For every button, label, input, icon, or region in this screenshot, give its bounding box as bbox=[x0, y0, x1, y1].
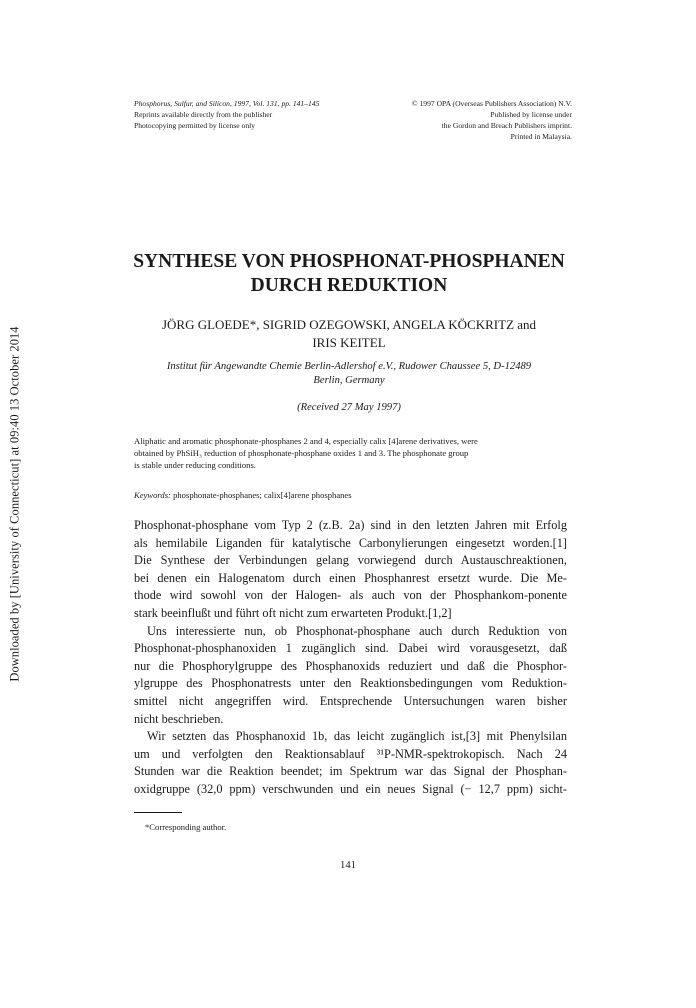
title-line: SYNTHESE VON PHOSPHONAT-PHOSPHANEN bbox=[133, 251, 565, 272]
footnote: *Corresponding author. bbox=[145, 822, 227, 832]
author-line: JÖRG GLOEDE*, SIGRID OZEGOWSKI, ANGELA KÖCKRITZ and bbox=[161, 317, 537, 332]
body-line: Die Synthese der Verbindungen gelang vorwiegend durch Austauschreaktionen, bbox=[134, 553, 567, 568]
keywords-label: Keywords: bbox=[134, 490, 171, 500]
footnote-rule bbox=[134, 812, 182, 813]
citation-line: Phosphorus, Sulfur, and Silicon, 1997, Vol. 131, pp. 141–145 bbox=[134, 99, 320, 108]
body-line: Phosphonat-phosphane vom Typ 2 (z.B. 2a) sind in den letzten Jahren mit Erfolg bbox=[134, 518, 567, 532]
abstract bbox=[134, 435, 566, 472]
body-line: um und verfolgten den Reaktionsablauf ³¹P-NMR-spektrokopisch. Nach 24 bbox=[134, 746, 567, 761]
body-line: oxidgruppe (32,0 ppm) verschwunden und ein neues Signal (− 12,7 ppm) sicht- bbox=[134, 781, 567, 796]
page-number: 141 bbox=[340, 860, 356, 871]
license-line: Published by license under bbox=[490, 110, 572, 119]
affiliation bbox=[100, 360, 598, 388]
body-text bbox=[134, 517, 567, 799]
body-line: nur die Phosphorylgruppe des Phosphanoxids reduziert und daß die Phosphor- bbox=[134, 658, 567, 673]
publisher-notice bbox=[412, 98, 572, 142]
affiliation-line: Berlin, Germany bbox=[313, 375, 385, 386]
copyright-line: © 1997 OPA (Overseas Publishers Association) N.V. bbox=[411, 99, 572, 108]
body-line: Uns interessierte nun, ob Phosphonat-phosphane auch durch Reduktion von bbox=[147, 623, 567, 638]
body-line: Wir setzten das Phosphanoxid 1b, das leicht zugänglich ist,[3] mit Phenylsilan bbox=[147, 729, 567, 744]
body-line: bei denen ein Halogenatom durch einen Phosphanrest ersetzt wurde. Die Me- bbox=[134, 570, 567, 585]
body-line: als hemilabile Liganden für katalytische Carbonylierungen eingesetzt worden.[1] bbox=[134, 535, 567, 550]
reprints-line: Reprints available directly from the publisher bbox=[134, 110, 273, 119]
keywords bbox=[134, 489, 566, 501]
paper-title bbox=[100, 250, 598, 298]
received-date: (Received 27 May 1997) bbox=[297, 402, 401, 413]
photocopy-line: Photocopying permitted by license only bbox=[134, 121, 256, 130]
printed-line: Printed in Malaysia. bbox=[510, 132, 572, 141]
author-line: IRIS KEITEL bbox=[312, 335, 386, 350]
body-line: thode wird sowohl von der Halogen- als auch von der Phosphankom-ponente bbox=[134, 588, 567, 603]
download-watermark bbox=[3, 14, 27, 994]
journal-citation bbox=[134, 98, 319, 131]
body-line: stark beeinflußt und führt oft nicht zum erwarteten Produkt.[1,2] bbox=[134, 605, 452, 620]
abstract-line: is stable under reducing conditions. bbox=[134, 460, 256, 471]
abstract-line: obtained by PhSiH₃ reduction of phosphonate-phosphane oxides 1 and 3. The phosphonate group bbox=[134, 448, 469, 459]
body-line: ylgruppe des Phosphonatrests unter den Reaktionsbedingungen vom Reduktion- bbox=[134, 676, 567, 691]
body-line: nicht beschrieben. bbox=[134, 711, 224, 726]
title-line: DURCH REDUKTION bbox=[250, 275, 448, 296]
download-note: Downloaded by [University of Connecticut] at 09:40 13 October 2014 bbox=[7, 326, 22, 682]
imprint-line: the Gordon and Breach Publishers imprint. bbox=[441, 121, 572, 130]
body-line: Stunden war die Reaktion beendet; im Spektrum war das Signal der Phosphan- bbox=[134, 764, 567, 779]
body-line: Phosphonat-phosphanoxiden 1 zugänglich sind. Dabei wird vorausgesetzt, daß bbox=[134, 641, 567, 656]
keywords-text: phosphonate-phosphanes; calix[4]arene phosphanes bbox=[173, 490, 352, 500]
author-list bbox=[100, 316, 598, 352]
body-line: smittel nicht angegriffen wird. Entsprechende Untersuchungen waren bisher bbox=[134, 693, 567, 708]
affiliation-line: Institut für Angewandte Chemie Berlin-Adlershof e.V., Rudower Chaussee 5, D-12489 bbox=[166, 361, 532, 372]
abstract-line: Aliphatic and aromatic phosphonate-phosphanes 2 and 4, especially calix [4]arene derivatives, were bbox=[134, 436, 478, 446]
